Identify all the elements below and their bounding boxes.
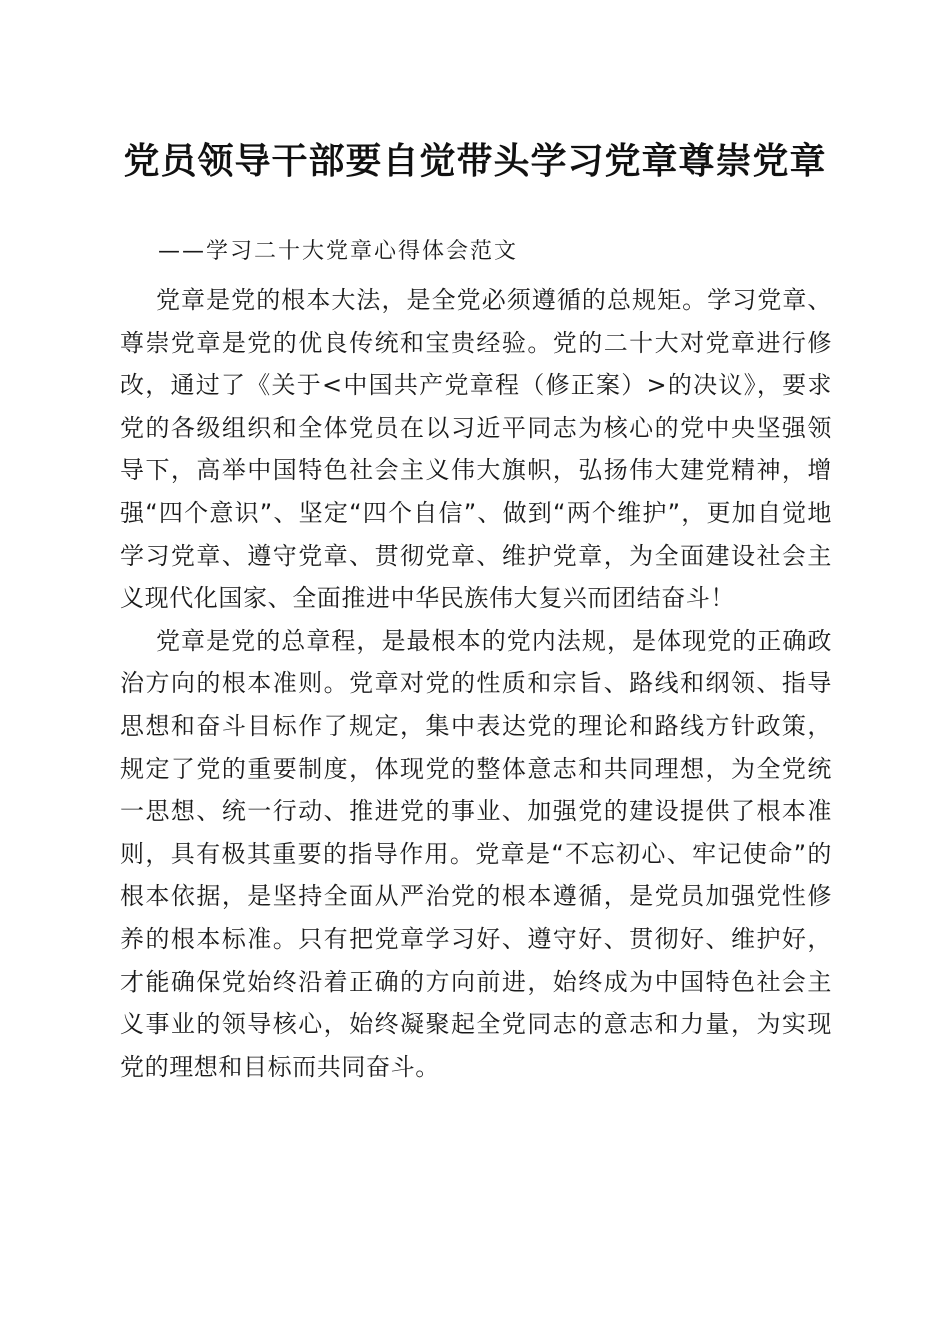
document-title: 党员领导干部要自觉带头学习党章尊崇党章 — [123, 140, 827, 182]
paragraph-2: 党章是党的总章程，是最根本的党内法规，是体现党的正确政治方向的根本准则。党章对党的性质和宗旨、路线和纲领、指导思想和奋斗目标作了规定，集中表达党的理论和路线方针政策，规定了党的重要制度，体现党的整体意志和共同理想，为全党统一思想、统一行动、推进党的事业、加强党的建设提供了根本准则，具有极其重要的指导作用。党章是“不忘初心、牢记使命”的根本依据，是坚持全面从严治党的根本遵循，是党员加强党性修养的根本标准。只有把党章学习好、遵守好、贯彻好、维护好，才能确保党始终沿着正确的方向前进，始终成为中国特色社会主义事业的领导核心，始终凝聚起全党同志的意志和力量，为实现党的理想和目标而共同奋斗。 — [120, 626, 832, 1081]
document-body — [120, 279, 832, 1088]
document-subtitle: ——学习二十大党章心得体会范文 — [158, 239, 519, 264]
paragraph-1: 党章是党的根本大法，是全党必须遵循的总规矩。学习党章、尊崇党章是党的优良传统和宝贵经验。党的二十大对党章进行修改，通过了《关于<中国共产党章程（修正案）>的决议》，要求党的各级组织和全体党员在以习近平同志为核心的党中央坚强领导下，高举中国特色社会主义伟大旗帜，弘扬伟大建党精神，增强“四个意识”、坚定“四个自信”、做到“两个维护”，更加自觉地学习党章、遵守党章、贯彻党章、维护党章，为全面建设社会主义现代化国家、全面推进中华民族伟大复兴而团结奋斗！ — [120, 286, 832, 613]
